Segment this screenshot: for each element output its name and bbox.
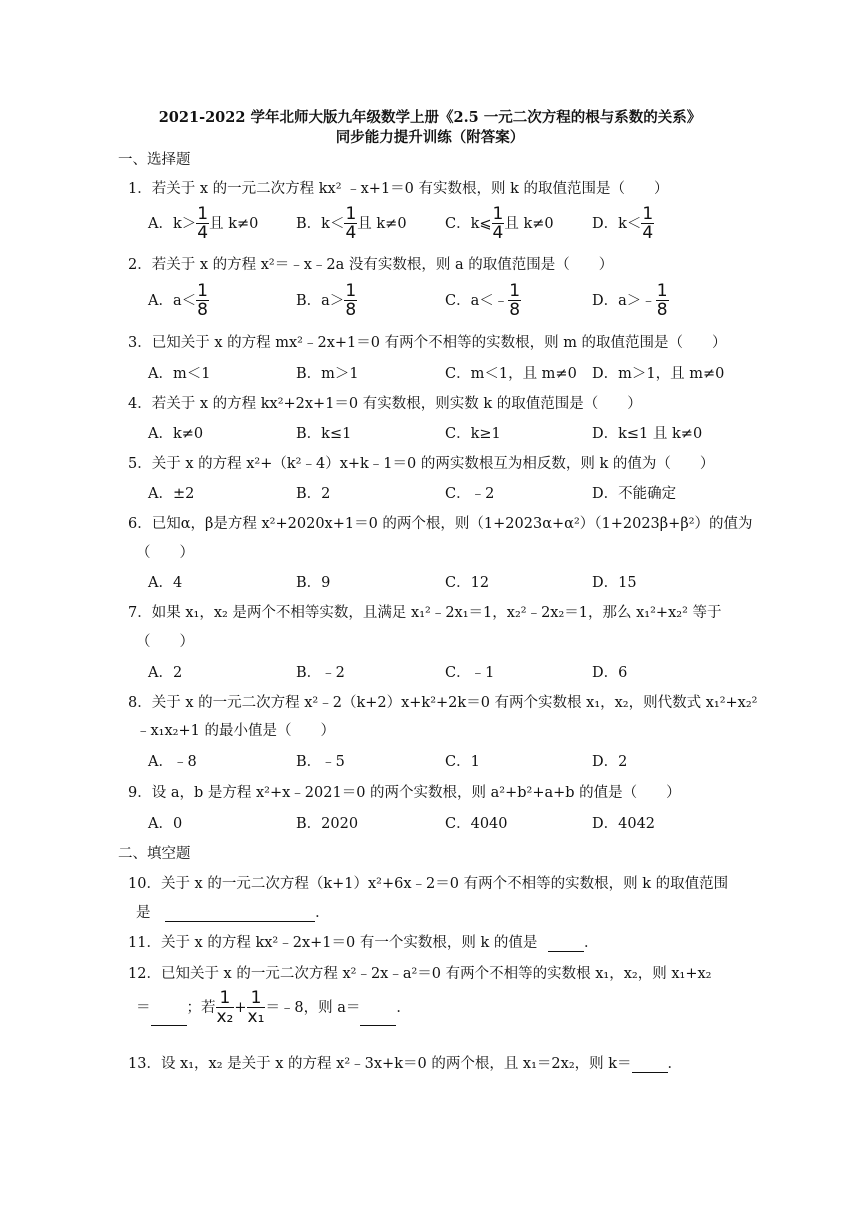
q1-b-prefix: B．k＜ bbox=[296, 216, 345, 232]
answer-blank[interactable] bbox=[151, 1011, 187, 1026]
q12-stem-cont bbox=[136, 990, 411, 1026]
q13-prefix: 13．设 x₁，x₂ 是关于 x 的方程 x²﹣3x+k＝0 的两个根，且 x₁＝2x₂，则 k＝ bbox=[128, 1056, 632, 1072]
q1-option-c bbox=[445, 206, 554, 242]
denominator: 8 bbox=[656, 300, 668, 320]
q3-option-b: B．m＞1 bbox=[296, 366, 359, 382]
fraction bbox=[344, 206, 357, 242]
plus-sign: + bbox=[234, 1000, 247, 1016]
q9-option-a: A．0 bbox=[148, 816, 183, 832]
q8-option-b: B．﹣5 bbox=[296, 754, 345, 770]
q5-stem: 5．关于 x 的方程 x²+（k²﹣4）x+k﹣1＝0 的两实数根互为相反数，则 k 的值为（ ） bbox=[128, 456, 715, 472]
q12-if: ；若 bbox=[186, 1000, 216, 1016]
q6-stem: 6．已知α，β是方程 x²+2020x+1＝0 的两个根，则（1+2023α+α²）（1+2023β+β²）的值为 bbox=[128, 516, 753, 532]
q3-option-a: A．m＜1 bbox=[148, 366, 211, 382]
q9-option-b: B．2020 bbox=[296, 816, 359, 832]
q8-stem-cont: ﹣x₁x₂+1 的最小值是（ ） bbox=[136, 723, 335, 739]
q7-option-c: C．﹣1 bbox=[445, 665, 495, 681]
q2-c-prefix: C．a＜﹣ bbox=[445, 293, 509, 309]
fraction-1-over-x1 bbox=[247, 990, 266, 1026]
denominator: x₂ bbox=[216, 1007, 234, 1027]
q12-eq-sign: ＝ bbox=[136, 1000, 151, 1016]
q1-stem: 1．若关于 x 的一元二次方程 kx² ﹣x+1＝0 有实数根，则 k 的取值范围是（ ） bbox=[128, 181, 669, 197]
q5-option-c: C．﹣2 bbox=[445, 486, 495, 502]
q13-stem bbox=[128, 1052, 682, 1073]
q7-stem: 7．如果 x₁，x₂ 是两个不相等实数，且满足 x₁²﹣2x₁＝1，x₂²﹣2x₂＝1，那么 x₁²+x₂² 等于 bbox=[128, 605, 722, 621]
fraction bbox=[641, 206, 654, 242]
q8-option-d: D．2 bbox=[592, 754, 628, 770]
q5-option-d: D．不能确定 bbox=[592, 486, 677, 502]
q4-option-a: A．k≠0 bbox=[148, 426, 204, 442]
answer-blank[interactable] bbox=[632, 1058, 668, 1073]
q12-eq-value: ＝﹣8，则 a＝ bbox=[265, 1000, 361, 1016]
answer-blank[interactable] bbox=[548, 937, 584, 952]
q1-option-d bbox=[592, 206, 654, 242]
section-heading-fill: 二、填空题 bbox=[118, 846, 191, 862]
fraction bbox=[656, 283, 669, 319]
fraction bbox=[508, 283, 521, 319]
numerator: 1 bbox=[492, 204, 504, 224]
numerator: 1 bbox=[219, 988, 231, 1008]
fraction bbox=[344, 283, 357, 319]
q1-d-prefix: D．k＜ bbox=[592, 216, 642, 232]
q2-stem: 2．若关于 x 的方程 x²＝﹣x﹣2a 没有实数根，则 a 的取值范围是（ ） bbox=[128, 257, 614, 273]
q4-stem: 4．若关于 x 的方程 kx²+2x+1＝0 有实数根，则实数 k 的取值范围是（ ） bbox=[128, 396, 642, 412]
q4-option-d: D．k≤1 且 k≠0 bbox=[592, 426, 703, 442]
q2-option-d bbox=[592, 283, 669, 319]
q9-stem: 9．设 a，b 是方程 x²+x﹣2021＝0 的两个实数根，则 a²+b²+a+b 的值是（ ） bbox=[128, 785, 681, 801]
q10-prefix: 是 bbox=[136, 905, 151, 921]
numerator: 1 bbox=[197, 204, 209, 224]
fraction-1-over-x2 bbox=[216, 990, 235, 1026]
section-heading-choice: 一、选择题 bbox=[118, 152, 191, 168]
answer-blank[interactable] bbox=[165, 907, 315, 922]
q4-option-c: C．k≥1 bbox=[445, 426, 501, 442]
q11-suffix: ． bbox=[583, 935, 599, 951]
numerator: 1 bbox=[345, 281, 357, 301]
q8-option-c: C．1 bbox=[445, 754, 480, 770]
denominator: 8 bbox=[509, 300, 521, 320]
q8-option-a: A．﹣8 bbox=[148, 754, 197, 770]
q12-suffix: ． bbox=[396, 1000, 411, 1016]
q7-option-d: D．6 bbox=[592, 665, 628, 681]
q2-option-a bbox=[148, 283, 209, 319]
denominator: x₁ bbox=[247, 1007, 265, 1027]
denominator: 4 bbox=[197, 223, 209, 243]
denominator: 4 bbox=[345, 223, 357, 243]
q7-stem-cont: （ ） bbox=[136, 634, 194, 650]
q9-option-d: D．4042 bbox=[592, 816, 656, 832]
denominator: 8 bbox=[197, 300, 208, 320]
doc-title-line2: 同步能力提升训练（附答案） bbox=[335, 129, 525, 146]
q1-option-a bbox=[148, 206, 258, 242]
q2-b-prefix: B．a＞ bbox=[296, 293, 345, 309]
answer-blank[interactable] bbox=[360, 1011, 396, 1026]
fraction bbox=[196, 283, 209, 319]
q10-suffix: ． bbox=[315, 905, 330, 921]
q3-option-d: D．m＞1，且 m≠0 bbox=[592, 366, 725, 382]
q6-option-c: C．12 bbox=[445, 575, 490, 591]
q5-option-b: B．2 bbox=[296, 486, 331, 502]
q5-option-a: A．±2 bbox=[148, 486, 195, 502]
denominator: 4 bbox=[492, 223, 504, 243]
numerator: 1 bbox=[345, 204, 357, 224]
q2-a-prefix: A．a＜ bbox=[148, 293, 197, 309]
denominator: 8 bbox=[345, 300, 357, 320]
q8-stem: 8．关于 x 的一元二次方程 x²﹣2（k+2）x+k²+2k＝0 有两个实数根 x₁，x₂，则代数式 x₁²+x₂² bbox=[128, 695, 758, 711]
q4-option-b: B．k≤1 bbox=[296, 426, 352, 442]
q2-option-c bbox=[445, 283, 521, 319]
numerator: 1 bbox=[656, 281, 668, 301]
fraction bbox=[196, 206, 209, 242]
q1-a-suffix: 且 k≠0 bbox=[209, 216, 259, 232]
q1-option-b bbox=[296, 206, 407, 242]
q6-option-d: D．15 bbox=[592, 575, 637, 591]
q1-b-suffix: 且 k≠0 bbox=[357, 216, 407, 232]
q7-option-a: A．2 bbox=[148, 665, 183, 681]
q10-stem: 10．关于 x 的一元二次方程（k+1）x²+6x﹣2＝0 有两个不相等的实数根，则 k 的取值范围 bbox=[128, 876, 729, 892]
q3-stem: 3．已知关于 x 的方程 mx²﹣2x+1＝0 有两个不相等的实数根，则 m 的取值范围是（ ） bbox=[128, 335, 727, 351]
q12-stem: 12．已知关于 x 的一元二次方程 x²﹣2x﹣a²＝0 有两个不相等的实数根 x₁，x₂，则 x₁+x₂ bbox=[128, 966, 712, 982]
q13-suffix: ． bbox=[667, 1056, 683, 1072]
q3-option-c: C．m＜1，且 m≠0 bbox=[445, 366, 577, 382]
q6-option-b: B．9 bbox=[296, 575, 331, 591]
numerator: 1 bbox=[642, 204, 654, 224]
q11-stem bbox=[128, 931, 598, 952]
numerator: 1 bbox=[250, 988, 262, 1008]
q10-stem-cont bbox=[136, 901, 330, 922]
q2-option-b bbox=[296, 283, 357, 319]
q1-c-prefix: C．k⩽ bbox=[445, 216, 492, 232]
fraction bbox=[492, 206, 505, 242]
doc-title-line1: 2021-2022 学年北师大版九年级数学上册《2.5 一元二次方程的根与系数的关系》 bbox=[158, 109, 702, 126]
q9-option-c: C．4040 bbox=[445, 816, 508, 832]
numerator: 1 bbox=[509, 281, 521, 301]
q6-option-a: A．4 bbox=[148, 575, 183, 591]
q1-a-prefix: A．k＞ bbox=[148, 216, 197, 232]
q11-prefix: 11．关于 x 的方程 kx²﹣2x+1＝0 有一个实数根，则 k 的值是 bbox=[128, 935, 538, 951]
q6-stem-cont: （ ） bbox=[136, 545, 194, 561]
numerator: 1 bbox=[197, 281, 208, 301]
q2-d-prefix: D．a＞﹣ bbox=[592, 293, 656, 309]
q1-c-suffix: 且 k≠0 bbox=[504, 216, 554, 232]
denominator: 4 bbox=[642, 223, 654, 243]
q7-option-b: B．﹣2 bbox=[296, 665, 345, 681]
